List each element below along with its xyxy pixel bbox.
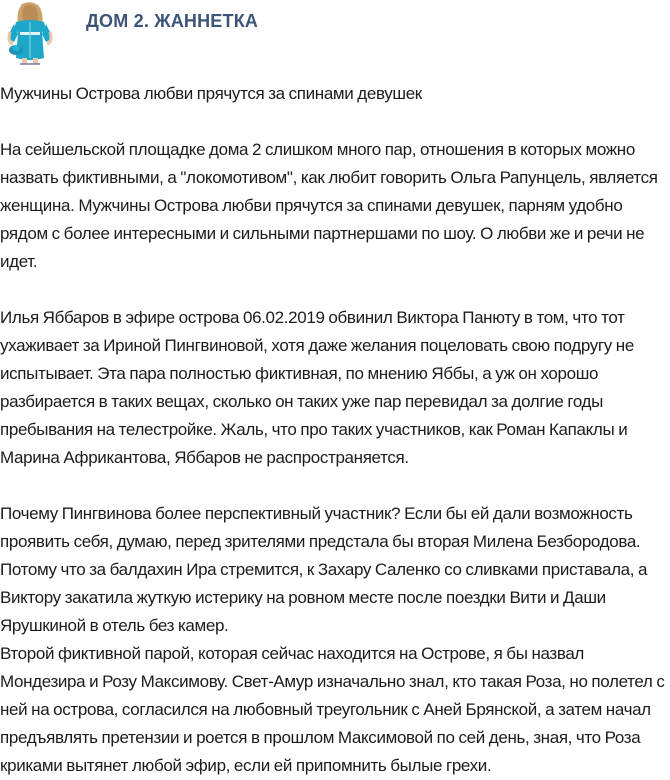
article-paragraph: На сейшельской площадке дома 2 слишком много пар, отношения в которых можно назвать фиктивными, а "локомотивом", как любит говорить Ольга Рапунцель, является женщина. Мужчины Острова любви прячутся за спинами девушек, парням удобно рядом с более интересными и сильными партнершами по шоу. О любви же и речи не идет. (0, 140, 658, 271)
channel-header (0, 0, 670, 70)
article-body (0, 80, 668, 780)
avatar[interactable] (4, 2, 56, 66)
woman-in-blue-dress-avatar-icon (4, 2, 56, 66)
article-paragraph: Илья Яббаров в эфире острова 06.02.2019 обвинил Виктора Панюту в том, что тот ухаживает за Ириной Пингвиновой, хотя даже желания поцеловать свою подругу не испытывает. Эта пара полностью фиктивная, по мнению Яббы, а уж он хорошо разбирается в таких вещах, сколько он таких уже пар перевидал за долгие годы пребывания на телестройке. Жаль, что про таких участников, как Роман Капаклы и Марина Африкантова, Яббаров не распространяется. (0, 308, 634, 467)
article-headline: Мужчины Острова любви прячутся за спинами девушек (0, 84, 422, 103)
article-paragraph: Почему Пингвинова более перспективный участник? Если бы ей дали возможность проявить себя, думаю, перед зрителями предстала бы вторая Милена Безбородова. Потому что за балдахин Ира стремится, к Захару Саленко со сливками приставала, а Виктору закатила жуткую истерику на ровном месте после поездки Вити и Даши Ярушкиной в отель без камер. (0, 504, 648, 635)
article-paragraph: Второй фиктивной парой, которая сейчас находится на Острове, я бы назвал Мондезира и Розу Максимову. Свет-Амур изначально знал, кто такая Роза, но полетел с ней на острова, согласился на любовный треугольник с Аней Брянской, а затем начал предъявлять претензии и роется в прошлом Максимовой по сей день, зная, что Роза криками вытянет любой эфир, если ей припомнить былые грехи. (0, 644, 665, 775)
channel-title[interactable]: ДОМ 2. ЖАННЕТКА (86, 11, 259, 31)
